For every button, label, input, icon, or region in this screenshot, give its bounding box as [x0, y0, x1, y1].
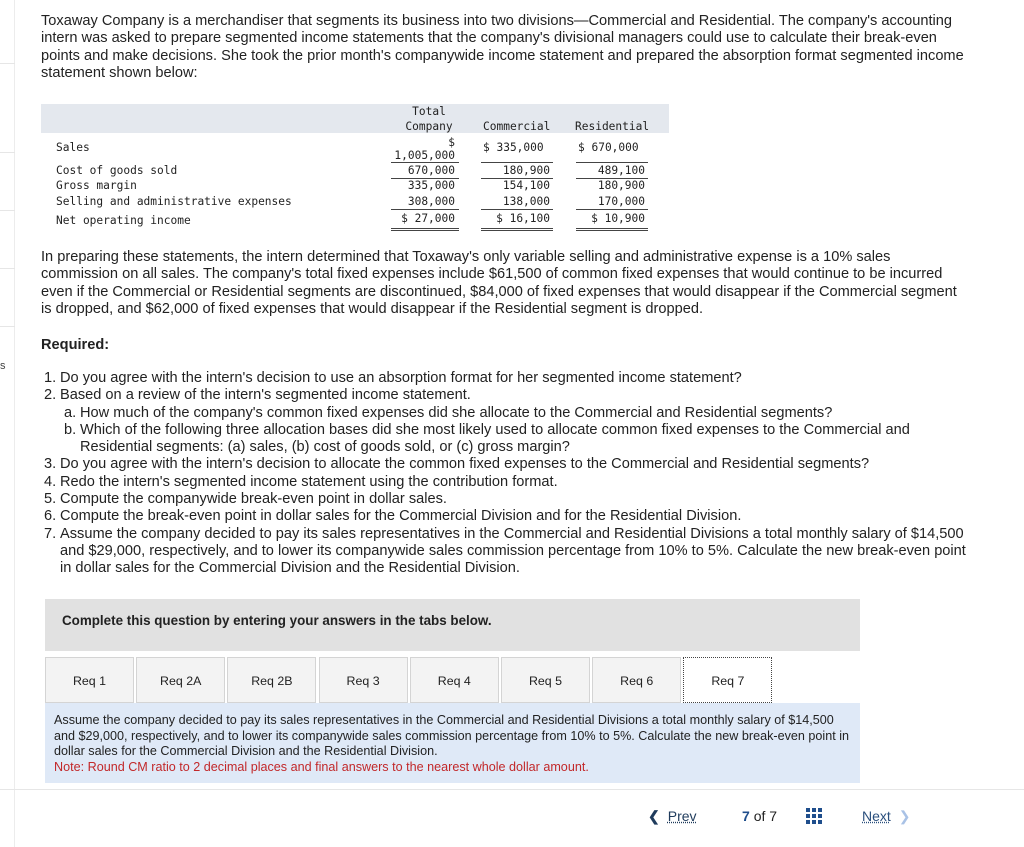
- row-label: Gross margin: [56, 179, 137, 192]
- rule: [576, 162, 648, 163]
- noi-residential: $ 10,900: [591, 212, 645, 225]
- requirement-item: [44, 387, 974, 404]
- requirement-text: Compute the companywide break-even point in dollar sales.: [60, 491, 447, 508]
- sales-total: 1,005,000: [394, 149, 455, 162]
- total-pages: 7: [769, 808, 778, 824]
- next-button[interactable]: [862, 808, 911, 825]
- grid-icon[interactable]: [806, 808, 822, 824]
- edge-divider: [0, 152, 15, 153]
- tab-req-5[interactable]: Req 5: [501, 657, 590, 703]
- requirement-text: Based on a review of the intern's segmented income statement.: [60, 387, 471, 404]
- edge-divider: [0, 210, 15, 211]
- requirement-number: 3.: [44, 456, 57, 473]
- requirement-number: 4.: [44, 473, 57, 490]
- requirement-item: [44, 370, 974, 387]
- noi-total: $ 27,000: [401, 212, 455, 225]
- rule: [391, 209, 459, 210]
- sales-total-dollar-sign: $: [448, 136, 455, 149]
- requirement-text: Redo the intern's segmented income statement using the contribution format.: [60, 473, 558, 490]
- cogs-total: 670,000: [407, 164, 455, 177]
- rule: [391, 162, 459, 163]
- requirement-text: How much of the company's common fixed expenses did she allocate to the Commercial and Residential segments?: [80, 404, 833, 421]
- grid-icon-svg: [806, 808, 822, 824]
- row-label: Cost of goods sold: [56, 164, 178, 177]
- chevron-right-icon: ❯: [898, 808, 911, 824]
- requirement-text: Do you agree with the intern's decision to use an absorption format for her segmented income statement?: [60, 370, 742, 386]
- edge-divider: [0, 268, 15, 269]
- gm-total: 335,000: [407, 179, 455, 192]
- requirement-number: b.: [64, 421, 77, 438]
- header-total-line1: Total: [412, 105, 446, 118]
- tab-req-6[interactable]: Req 6: [592, 657, 681, 703]
- panel-body: [54, 713, 854, 775]
- tab-req-1[interactable]: Req 1: [45, 657, 134, 703]
- footer-divider: [0, 789, 1024, 790]
- requirement-text: Which of the following three allocation bases did she most likely used to allocate common fixed expenses to the Commercial and Residential segments: (a) sales, (b) cost of goods sold, or (c) gross margin?: [80, 421, 910, 456]
- double-rule: [391, 228, 459, 231]
- prev-label: Prev: [667, 808, 697, 824]
- of-word: of: [753, 808, 766, 824]
- next-label: Next: [862, 808, 891, 824]
- requirement-item: [44, 526, 974, 578]
- tab-req-2a[interactable]: Req 2A: [136, 657, 225, 703]
- panel-text: Assume the company decided to pay its sales representatives in the Commercial and Residential Divisions a total monthly salary of $14,500 and $29,000, respectively, and to lower its companywide sales commission percentage from 10% to 5%. Calculate the new break-even point in dollar sales for the Commercial Division and the Residential Division.: [54, 713, 849, 758]
- tab-req-2b[interactable]: Req 2B: [227, 657, 316, 703]
- requirement-item: [44, 456, 974, 473]
- requirement-item: [44, 474, 974, 491]
- double-rule: [481, 228, 553, 231]
- requirement-text: Do you agree with the intern's decision to allocate the common fixed expenses to the Commercial and Residential segments?: [60, 456, 870, 473]
- rule: [481, 209, 553, 210]
- rule: [481, 178, 553, 179]
- rule: [391, 178, 459, 179]
- sga-total: 308,000: [407, 195, 455, 208]
- double-rule: [576, 228, 648, 231]
- panel-note: Note: Round CM ratio to 2 decimal places and final answers to the nearest whole dollar amount.: [54, 759, 589, 774]
- requirement-item: [44, 491, 974, 508]
- cogs-commercial: 180,900: [502, 164, 550, 177]
- requirement-text: Compute the break-even point in dollar sales for the Commercial Division and for the Residential Division.: [60, 508, 742, 525]
- requirement-number: a.: [64, 404, 77, 421]
- header-commercial: Commercial: [483, 120, 551, 133]
- current-page: 7: [742, 808, 750, 824]
- tab-req-7[interactable]: Req 7: [683, 657, 772, 703]
- noi-commercial: $ 16,100: [496, 212, 550, 225]
- gm-commercial: 154,100: [502, 179, 550, 192]
- requirement-number: 7.: [44, 525, 57, 542]
- chevron-left-icon: ❮: [648, 808, 660, 824]
- sales-commercial: $ 335,000: [483, 141, 544, 154]
- requirement-item: [44, 422, 974, 457]
- requirement-item: [44, 508, 974, 525]
- rule: [576, 178, 648, 179]
- edge-glyph: s: [0, 360, 6, 372]
- gm-residential: 180,900: [597, 179, 645, 192]
- requirement-item: [44, 405, 974, 422]
- header-total-line2: Company: [405, 120, 453, 133]
- requirement-text: Assume the company decided to pay its sales representatives in the Commercial and Residential Divisions a total monthly salary of $14,500 and $29,000, respectively, and to lower its companywide sales commission percentage from 10% to 5%. Calculate the new break-even point in dollar sales for the Commercial Division and the Residential Division.: [60, 525, 966, 577]
- sga-commercial: 138,000: [502, 195, 550, 208]
- intro-paragraph: Toxaway Company is a merchandiser that segments its business into two divisions—Commercial and Residential. The company's accounting intern was asked to prepare segmented income statements that the company's divisional managers could use to calculate their break-even points and make decisions. She took the prior month's companywide income statement and prepared the absorption format segmented income statement shown below:: [41, 13, 964, 82]
- sales-residential: $ 670,000: [578, 141, 639, 154]
- income-statement-table: [41, 104, 669, 235]
- cogs-residential: 489,100: [597, 164, 645, 177]
- row-label: Selling and administrative expenses: [56, 195, 292, 208]
- row-label: Sales: [56, 141, 90, 154]
- edge-divider: [0, 326, 15, 327]
- tab-content-panel: [45, 703, 860, 783]
- required-heading: Required:: [41, 337, 110, 353]
- requirement-number: 1.: [44, 370, 57, 386]
- rule: [481, 162, 553, 163]
- requirement-number: 2.: [44, 387, 57, 404]
- edge-divider: [0, 63, 15, 64]
- assumptions-paragraph: In preparing these statements, the intern determined that Toxaway's only variable selling and administrative expense is a 10% sales commission on all sales. The company's total fixed expenses include $61,500 of common fixed expenses that would continue to be incurred even if the Commercial or Residential segments are discontinued, $84,000 of fixed expenses that would disappear if the Commercial segment is dropped, and $62,000 of fixed expenses that would disappear if the Residential segment is dropped.: [41, 249, 957, 318]
- rule: [576, 209, 648, 210]
- header-residential: Residential: [575, 120, 650, 133]
- requirements-list: [44, 370, 974, 578]
- left-edge-panel: [0, 0, 15, 847]
- row-label: Net operating income: [56, 214, 191, 227]
- tab-req-3[interactable]: Req 3: [319, 657, 408, 703]
- instruction-banner: [45, 599, 860, 651]
- tab-req-4[interactable]: Req 4: [410, 657, 499, 703]
- prev-button[interactable]: [648, 808, 697, 825]
- requirement-number: 6.: [44, 508, 57, 525]
- instruction-text: Complete this question by entering your answers in the tabs below.: [62, 613, 492, 628]
- sga-residential: 170,000: [597, 195, 645, 208]
- requirement-number: 5.: [44, 491, 57, 508]
- page-indicator: [742, 808, 777, 824]
